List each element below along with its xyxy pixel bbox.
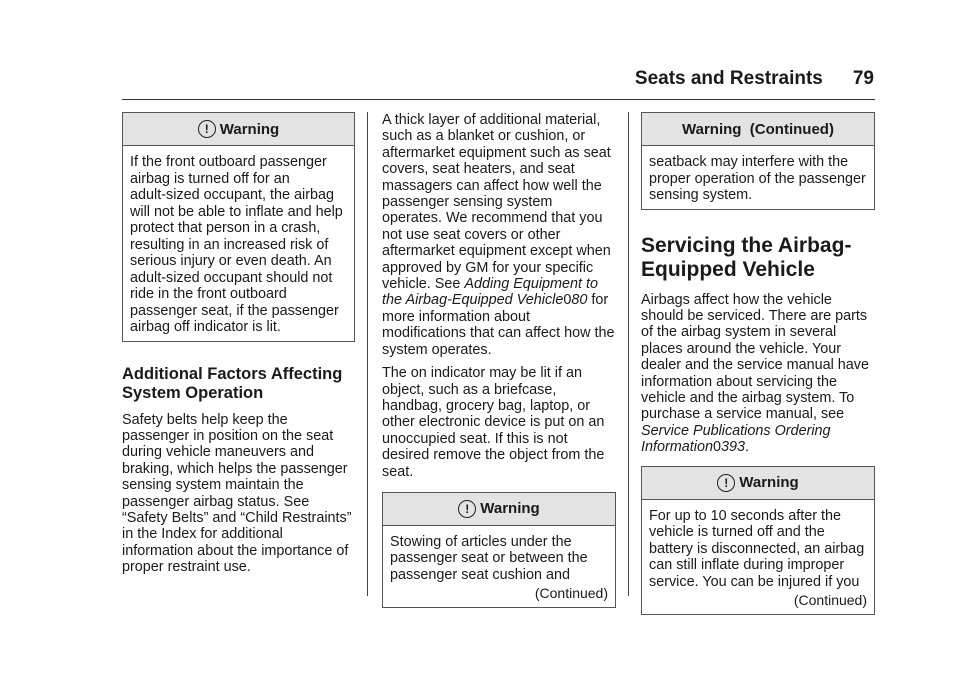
cross-reference-page[interactable]: 80: [571, 292, 588, 309]
warning-header: [642, 467, 874, 500]
warning-header: [383, 493, 615, 526]
warning-line: sensing system.: [649, 187, 753, 203]
warning-text: [642, 500, 874, 614]
body-paragraph: The on indicator may be lit if an object, such as a briefcase, handbag, grocery bag, laptop, or other electronic device is put on an unoccupied seat. If this is not desired remove the object from the seat.: [382, 365, 605, 480]
paragraph-text: A thick layer of additional material, such as a blanket or cushion, or aftermarket equipment such as seat covers, seat heaters, and seat massagers can affect how well the passenger sensing system operates. We recommend that you not use seat covers or other aftermarket equipment except when approved by GM for your specific vehicle. See: [382, 112, 611, 293]
section-heading: Additional Factors Affecting System Operation: [122, 364, 343, 402]
warning-line: can still inflate during improper: [649, 557, 845, 574]
section-title: Seats and Restraints: [634, 68, 823, 89]
warning-line: airbag is turned off for an: [130, 170, 290, 187]
cross-reference-link[interactable]: Service Publications Ordering Information: [641, 422, 831, 456]
column-divider: [628, 112, 629, 596]
warning-line: service. You can be injured if you: [649, 573, 860, 590]
warning-text: [642, 146, 874, 209]
warning-box: [122, 112, 355, 342]
body-paragraph: Safety belts help keep the passenger in position on the seat during vehicle maneuvers and braking, which helps the passenger sensing system maintain the passenger airbag status. See “Safety Belts” and “Child Restraints” in the Index for additional information about the importance of proper restraint use.: [122, 411, 352, 576]
cross-reference-link[interactable]: Adding Equipment to the Airbag-Equipped Vehicle: [382, 276, 599, 309]
column-2: [382, 112, 616, 608]
cross-reference-page[interactable]: 393: [721, 439, 746, 456]
warning-box: [641, 466, 875, 615]
warning-line: will not be able to inflate and help: [130, 203, 343, 220]
continued-label: (Continued): [534, 585, 608, 602]
warning-line: resulting in an increased risk of: [130, 236, 329, 253]
page-number: 79: [852, 68, 874, 89]
warning-line: adult-sized occupant should not: [130, 269, 333, 286]
warning-line: For up to 10 seconds after the: [649, 507, 841, 524]
warning-line: proper operation of the passenger: [649, 170, 866, 187]
section-heading: Servicing the Airbag-Equipped Vehicle: [641, 233, 852, 281]
continued-label: (Continued): [793, 592, 867, 609]
warning-continued-box: [641, 112, 875, 210]
body-paragraph: [382, 112, 616, 358]
warning-icon: !: [717, 474, 735, 492]
running-header: [635, 68, 874, 90]
warning-box: [382, 492, 616, 608]
warning-line: seatback may interfere with the: [649, 154, 849, 170]
warning-line: serious injury or even death. An: [130, 253, 332, 269]
warning-line: airbag off indicator is lit.: [130, 319, 281, 335]
warning-line: adult-sized occupant, the airbag: [130, 187, 334, 203]
warning-icon: !: [458, 500, 476, 518]
warning-line: vehicle is turned off and the: [649, 524, 825, 541]
warning-header: [123, 113, 354, 146]
warning-title: Warning: [219, 120, 280, 138]
warning-line: passenger seat cushion and: [390, 566, 571, 583]
paragraph-text: Airbags affect how the vehicle should be serviced. There are parts of the airbag system in several places around the vehicle. Your dealer and the service manual have information about servicing the vehicle and the airbag system. To purchase a service manual, see: [641, 291, 869, 423]
page-ref-icon: 0: [713, 439, 722, 456]
paragraph-text: .: [745, 439, 750, 456]
warning-line: passenger seat or between the: [390, 550, 588, 567]
warning-line: battery is disconnected, an airbag: [649, 540, 865, 557]
warning-line: protect that person in a crash,: [130, 220, 321, 236]
column-divider: [367, 112, 368, 596]
column-1: [122, 112, 355, 583]
warning-line: If the front outboard passenger: [130, 154, 327, 170]
warning-text: [383, 526, 615, 607]
warning-title: Warning: [480, 500, 540, 518]
warning-icon: !: [198, 120, 216, 138]
warning-line: Stowing of articles under the: [390, 533, 572, 550]
column-3: [641, 112, 875, 615]
warning-header: Warning (Continued): [642, 113, 874, 146]
header-rule: [122, 99, 875, 100]
warning-line: passenger seat, if the passenger: [130, 302, 339, 319]
paragraph-text: for more information about modifications that can affect how the system operates.: [382, 292, 615, 358]
warning-line: ride in the front outboard: [130, 286, 287, 302]
warning-text: [123, 146, 354, 341]
warning-title: Warning: [739, 474, 799, 492]
body-paragraph: [641, 292, 875, 456]
page-ref-icon: 0: [563, 292, 572, 309]
